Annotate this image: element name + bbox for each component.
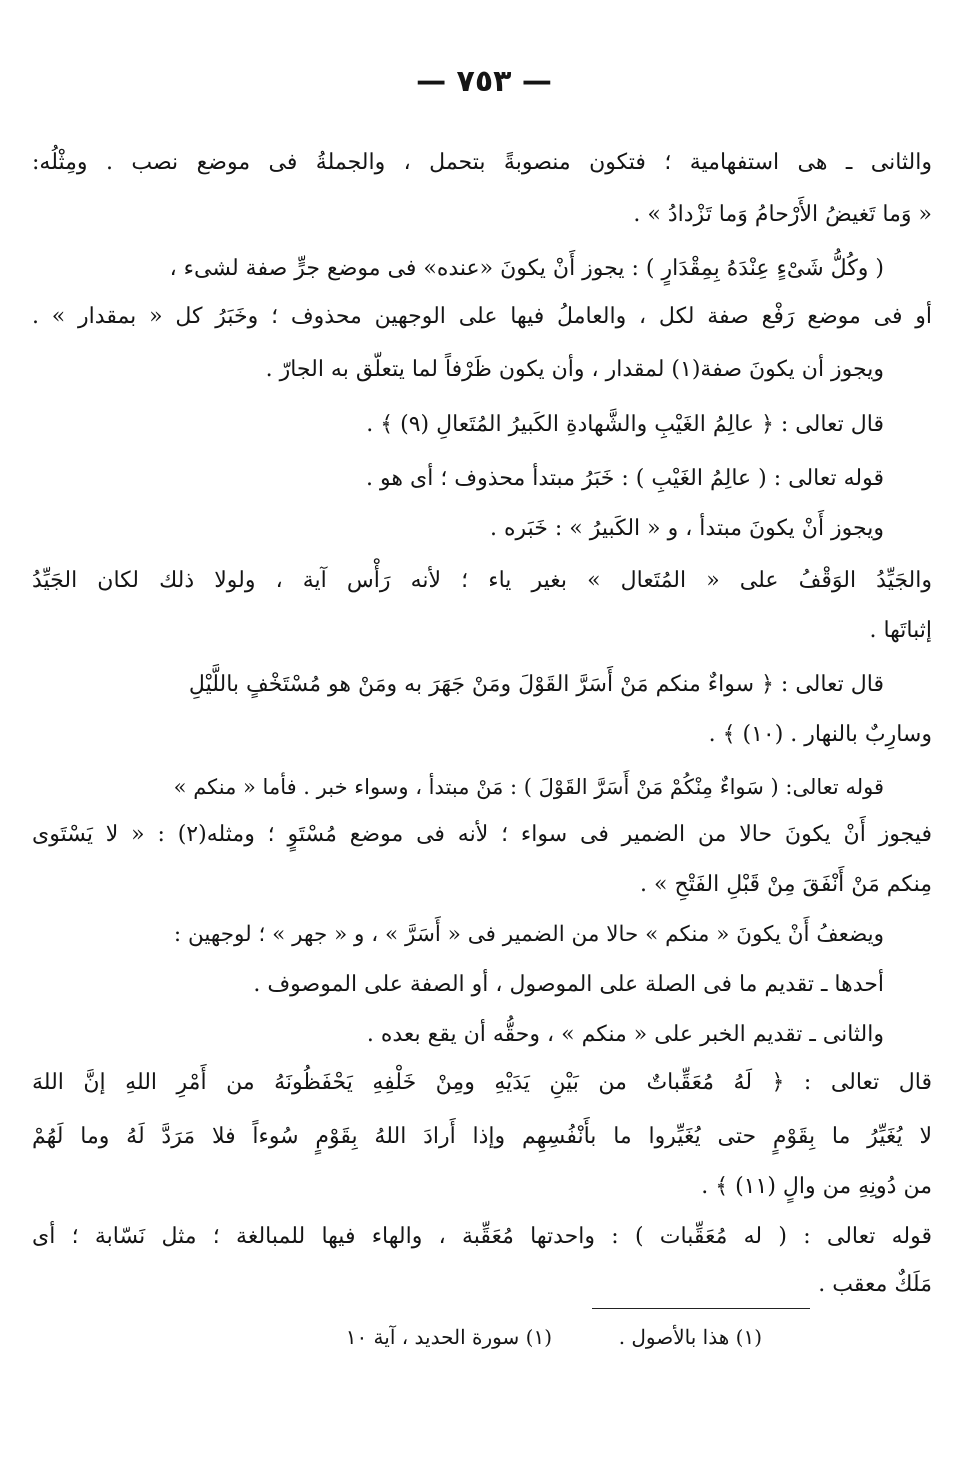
text-line: فيجوز أَنْ يكونَ حالا من الضمير فى سواء ؛ لأنه فى موضع مُسْتَوٍ ؛ ومثله(٢) : « لا يَسْتَوى	[32, 822, 932, 847]
text-line: قوله تعالى : ( عالِمُ الغَيْبِ ) : خَبَرُ مبتدأ محذوف ؛ أى هو .	[366, 466, 884, 491]
text-line: أحدها ـ تقديم ما فى الصلة على الموصول ، أو الصفة على الموصوف .	[253, 972, 884, 997]
text-line: وسارِبٌ بالنهار . (١٠) ﴾ .	[708, 722, 932, 747]
text-line: قال تعالى : ﴿ عالِمُ الغَيْبِ والشَّهادةِ الكَبيرُ المُتَعالِ (٩) ﴾ .	[366, 412, 884, 437]
text-line: ( وكُلُّ شَىْءٍ عِنْدَهُ بِمِقْدَارٍ ) : يجوز أَنْ يكونَ «عنده» فى موضع جرٍّ صفة لشىء ،	[169, 256, 884, 281]
text-line: « وَما تَغيضُ الأَرْحامُ وَما تَزْدادُ » .	[633, 202, 932, 227]
text-line: قال تعالى : ﴿ سواءٌ منكم مَنْ أَسَرَّ القَوْلَ ومَنْ جَهَرَ به ومَنْ هو مُسْتَخْفٍ باللَّيْلِ	[188, 672, 884, 697]
page-number: — ٧٥٣ —	[416, 64, 552, 99]
text-line: قوله تعالى : ( له مُعَقِّبات ) : واحدتها مُعَقِّبة ، والهاء فيها للمبالغة ؛ مثل نَسّابة ؛ أى	[32, 1224, 932, 1249]
text-line: والثانى ـ تقديم الخبر على « منكم » ، وحقُّه أن يقع بعده .	[366, 1022, 884, 1047]
text-line: ويضعفُ أَنْ يكونَ « منكم » حالا من الضمير فى « أَسَرَّ » ، و « جهر » ؛ لوجهين :	[173, 922, 884, 947]
text-line: مِنكم مَنْ أَنْفَقَ مِنْ قَبْلِ الفَتْحِ » .	[640, 872, 932, 897]
text-line: ويجوز أَنْ يكونَ مبتدأ ، و « الكَبيرُ » : خَبَره .	[490, 516, 884, 541]
text-line: والجَيِّدُ الوَقْفُ على « المُتَعال » بغير ياء ؛ لأنه رَأْس آية ، ولولا ذلك لكان الجَيِّدُ	[32, 568, 932, 593]
text-line: لا يُغَيِّرُ ما بِقَوْمٍ حتى يُغَيِّروا ما بأَنْفُسِهِم وإذا أَرادَ اللهُ بِقَوْمٍ سُوءاً فلا مَرَدَّ لَهُ وما لَهُمْ	[32, 1124, 932, 1149]
text-line: مَلَكٌ معقب .	[818, 1272, 932, 1297]
text-line: قال تعالى : ﴿ لَهُ مُعَقِّباتٌ من بَيْنِ يَدَيْهِ ومِنْ خَلْفِهِ يَحْفَظُونَهُ من أَمْرِ اللهِ إنَّ اللهَ	[32, 1070, 932, 1095]
footnote: (١) سورة الحديد ، آية ١٠	[345, 1325, 552, 1349]
text-line: قوله تعالى: ( سَواءٌ مِنْكُمْ مَنْ أَسَرَّ القَوْلَ ) : مَنْ مبتدأ ، وسواء خبر . فأما « منكم »	[173, 775, 884, 799]
text-line: والثانى ـ هى استفهامية ؛ فتكون منصوبةً بتحمل ، والجملةُ فى موضع نصب . ومِثْلُه:	[32, 150, 932, 175]
text-line: من دُونِهِ من والٍ (١١) ﴾ .	[701, 1174, 932, 1199]
footnote-divider	[592, 1308, 810, 1309]
footnote: (١) هذا بالأصول .	[618, 1325, 762, 1349]
text-line: إثباتَها .	[869, 618, 932, 643]
text-line: أو فى موضع رَفْع صفة لكل ، والعاملُ فيها على الوجهين محذوف ؛ وخَبَرُ كل « بمقدار » .	[32, 304, 932, 329]
text-line: ويجوز أن يكونَ صفة(١) لمقدار ، وأن يكون ظَرْفاً لما يتعلّق به الجارّ .	[265, 357, 884, 382]
